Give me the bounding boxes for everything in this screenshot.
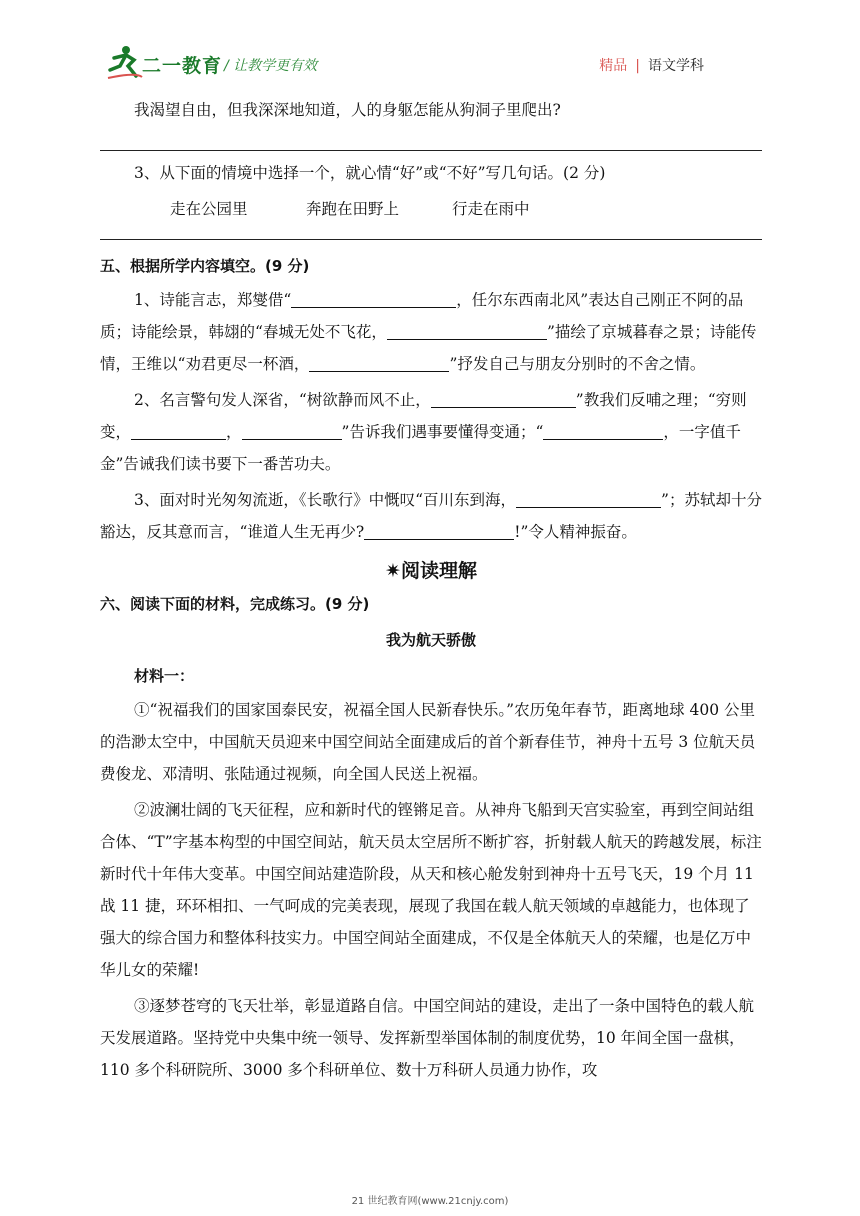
answer-line (100, 239, 762, 240)
reading-section-banner: ✷阅读理解 (385, 560, 477, 582)
fill-blank[interactable] (516, 489, 661, 508)
article-paragraph: ③逐梦苍穹的飞天壮举，彰显道路自信。中国空间站的建设，走出了一条中国特色的载人航天发展道路。坚持党中央集中统一领导、发挥新型举国体制的制度优势，10 年间全国一盘棋，110 多个科研院所、3000 多个科研单位、数十万科研人员通力协作，攻 (100, 997, 755, 1079)
fill-blank[interactable] (291, 289, 456, 308)
subject-tag: 语文学科 (648, 58, 704, 74)
header-divider: | (635, 58, 640, 74)
section-6-title: 六、阅读下面的材料，完成练习。(9 分) (100, 595, 370, 613)
page-content (100, 92, 762, 1086)
q-text: ”；苏轼却十分豁达，反其意而言，“谁道人生无再少? (100, 491, 762, 541)
section-5-title: 五、根据所学内容填空。(9 分) (100, 257, 310, 275)
fill-blank[interactable] (431, 389, 576, 408)
option-item: 行走在雨中 (452, 200, 530, 218)
question-3: 3、从下面的情境中选择一个，就心情“好”或“不好”写几句话。(2 分) (134, 164, 606, 182)
q-text: ， (226, 423, 242, 441)
header-tags (599, 55, 704, 75)
fill-blank[interactable] (387, 321, 547, 340)
q-text: 2、名言警句发人深省，“树欲静而风不止， (134, 391, 431, 409)
article-paragraph: ②波澜壮阔的飞天征程，应和新时代的铿锵足音。从神舟飞船到天宫实验室，再到空间站组合体、“T”字基本构型的中国空间站，航天员太空居所不断扩容，折射载人航天的跨越发展，标注新时代十年伟大变革。中国空间站建造阶段，从天和核心舱发射到神舟十五号飞天，19 个月 11 战 11 捷，环环相扣、一气呵成的完美表现，展现了我国在载人航天领域的卓越能力，也体现了强大的综合国力和整体科技实力。中国空间站全面建成，不仅是全体航天人的荣耀，也是亿万中华儿女的荣耀! (100, 801, 762, 979)
q-text: ”描绘了京城暮春之景；诗能传情，王维以“劝君更尽一杯酒， (100, 323, 757, 373)
fill-blank[interactable] (543, 421, 663, 440)
section-5-q3 (100, 484, 762, 548)
fill-blank[interactable] (242, 421, 342, 440)
fill-blank[interactable] (364, 521, 514, 540)
option-item: 走在公园里 (170, 200, 248, 218)
option-list (100, 193, 762, 225)
q-text: 3、面对时光匆匆流逝，《长歌行》中慨叹“百川东到海， (134, 491, 517, 509)
option-item: 奔跑在田野上 (306, 200, 400, 218)
article-paragraph: ①“祝福我们的国家国泰民安，祝福全国人民新春快乐。”农历兔年春节，距离地球 400 公里的浩渺太空中，中国航天员迎来中国空间站全面建成后的首个新春佳节，神舟十五号 3 位航天员费俊龙、邓清明、张陆通过视频，向全国人民送上祝福。 (100, 701, 756, 783)
section-5-q2 (100, 384, 762, 480)
slogan: / 让教学更有效 (224, 58, 318, 74)
page-header (0, 0, 860, 90)
q-text: !”令人精神振奋。 (514, 523, 637, 541)
q-text: ”抒发自己与朋友分别时的不舍之情。 (449, 355, 706, 373)
quality-tag: 精品 (599, 58, 628, 74)
q-text: ”告诉我们遇事要懂得变通；“ (341, 423, 544, 441)
logo-text: 二一教育 (142, 55, 223, 77)
q-text: ，任尔东西南北风”表达自己刚正不阿的品质；诗能绘景，韩翃的“春城无处不飞花， (100, 291, 744, 341)
answer-line (100, 150, 762, 151)
q-text: ，一字值千金”告诫我们读书要下一番苦功夫。 (100, 423, 741, 473)
material-1-label: 材料一： (134, 667, 195, 685)
section-5-q1 (100, 284, 762, 380)
q-text: 1、诗能言志，郑燮借“ (134, 291, 292, 309)
text-line: 我渴望自由，但我深深地知道，人的身躯怎能从狗洞子里爬出? (134, 101, 561, 119)
q-text: ”教我们反哺之理；“穷则变， (100, 391, 747, 441)
fill-blank[interactable] (131, 421, 226, 440)
page-footer: 21 世纪教育网(www.21cnjy.com) (351, 1196, 509, 1207)
article-title: 我为航天骄傲 (385, 631, 476, 649)
fill-blank[interactable] (309, 353, 449, 372)
